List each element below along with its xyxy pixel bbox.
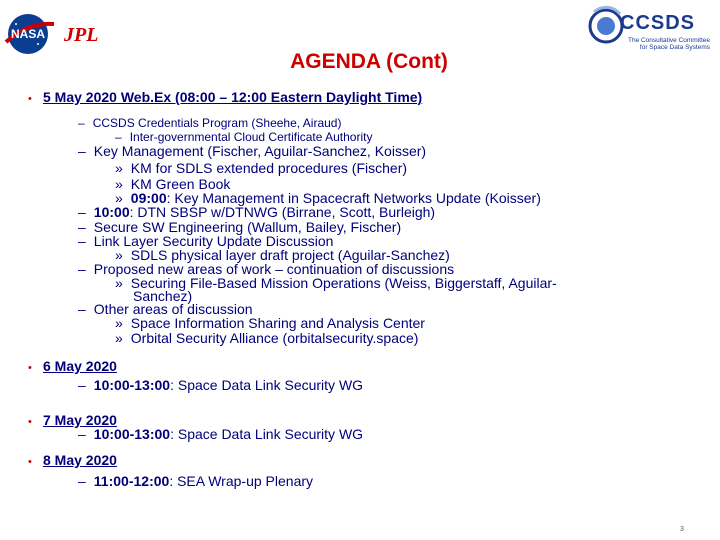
list-item: – 10:00-13:00: Space Data Link Security WG [78,426,364,442]
list-item: – Proposed new areas of work – continuation of discussions [78,261,455,277]
list-item: – Secure SW Engineering (Wallum, Bailey, Fischer) [78,219,402,235]
bullet-icon: • [28,93,32,105]
list-item: – Key Management (Fischer, Aguilar-Sanchez, Koisser) [78,143,427,159]
list-item: » KM Green Book [115,176,231,192]
list-item: » Securing File-Based Mission Operations (Weiss, Biggerstaff, Aguilar- [115,275,557,291]
list-item: » SDLS physical layer draft project (Aguilar-Sanchez) [115,247,450,263]
day2-heading: 6 May 2020 [43,358,117,374]
list-item: – 11:00-12:00: SEA Wrap-up Plenary [78,473,314,489]
list-item: – Other areas of discussion [78,301,253,317]
page-title: AGENDA (Cont) [290,50,448,73]
day1-heading: 5 May 2020 Web.Ex (08:00 – 12:00 Eastern Daylight Time) [43,89,423,105]
nasa-logo-text: NASA [10,27,46,41]
list-item: – CCSDS Credentials Program (Sheehe, Airaud) [78,116,342,130]
list-item: » 09:00: Key Management in Spacecraft Networks Update (Koisser) [115,190,541,206]
list-item: » KM for SDLS extended procedures (Fischer) [115,160,408,176]
jpl-logo-text: JPL [64,24,99,46]
list-item: – Link Layer Security Update Discussion [78,233,334,249]
bullet-icon: • [28,456,32,468]
list-item: – 10:00: DTN SBSP w/DTNWG (Birrane, Scott, Burleigh) [78,204,436,220]
bullet-icon: • [28,362,32,374]
list-item: – 10:00-13:00: Space Data Link Security WG [78,377,364,393]
page-number: 3 [680,526,684,533]
ccsds-tagline-line-1: The Consultative Committee [627,37,710,44]
list-item-continuation: Sanchez) [133,288,193,304]
bullet-icon: • [28,416,32,428]
list-item: » Orbital Security Alliance (orbitalsecurity.space) [115,330,419,346]
ccsds-logo-text: CCSDS [620,12,696,34]
ccsds-logo [580,4,716,54]
day3-heading: 7 May 2020 [43,412,117,428]
ccsds-tagline-line-2: for Space Data Systems [639,44,710,51]
list-item: » Space Information Sharing and Analysis Center [115,315,425,331]
list-item: – Inter-governmental Cloud Certificate Authority [115,130,373,144]
day4-heading: 8 May 2020 [43,452,117,468]
ccsds-tagline [610,37,710,51]
jpl-logo [62,22,110,46]
